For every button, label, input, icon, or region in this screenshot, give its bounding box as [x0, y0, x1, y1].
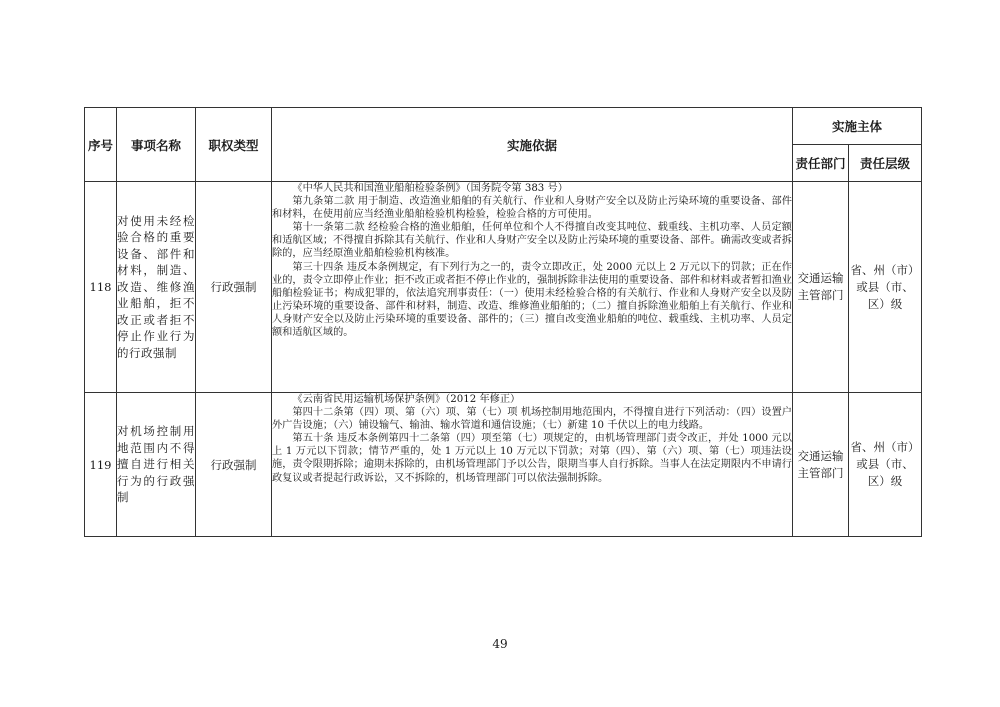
header-power-type: 职权类型 [196, 108, 272, 182]
power-list-table [84, 107, 922, 537]
row-dept: 交通运输主管部门 [793, 393, 849, 537]
row-item-name: 对使用未经检验合格的重要设备、部件和材料，制造、改造、维修渔业船舶，拒不改正或者拒不停止作业行为的行政强制 [117, 182, 196, 393]
header-level: 责任层级 [849, 145, 922, 182]
basis-paragraph: 《中华人民共和国渔业船舶检验条例》（国务院令第 383 号） [292, 183, 568, 194]
basis-paragraph: 第十一条第二款 经检验合格的渔业船舶，任何单位和个人不得擅自改变其吨位、载重线、主机功率、人员定额和适航区域；不得擅自拆除其有关航行、作业和人身财产安全以及防止污染环境的重要设备、部件。确需改变或者拆除的，应当经原渔业船舶检验机构核准。 [272, 222, 792, 260]
header-item-name: 事项名称 [117, 108, 196, 182]
basis-paragraph: 第三十四条 违反本条例规定，有下列行为之一的，责令立即改正，处 2000 元以上 2 万元以下的罚款；正在作业的，责令立即停止作业；拒不改正或者拒不停止作业的，强制拆除非法使用的重要设备、部件和材料或者暂扣渔业船舶检验证书；构成犯罪的，依法追究刑事责任：（一）使用未经检验合格的有关航行、作业和人身财产安全以及防止污染环境的重要设备、部件和材料，制造、改造、维修渔业船舶的；（二）擅自拆除渔业船舶上有关航行、作业和人身财产安全以及防止污染环境的重要设备、部件的；（三）擅自改变渔业船舶的吨位、载重线、主机功率、人员定额和适航区域的。 [272, 261, 792, 339]
row-basis [272, 182, 793, 393]
table-row [85, 393, 922, 537]
row-level: 省、州（市）或县（市、区）级 [849, 393, 922, 537]
row-no: 118 [85, 182, 117, 393]
table-row [85, 182, 922, 393]
row-power-type: 行政强制 [196, 393, 272, 537]
basis-paragraph: 第九条第二款 用于制造、改造渔业船舶的有关航行、作业和人身财产安全以及防止污染环境的重要设备、部件和材料，在使用前应当经渔业船舶检验机构检验，检验合格的方可使用。 [272, 196, 792, 221]
header-basis: 实施依据 [272, 108, 793, 182]
row-basis [272, 393, 793, 537]
row-level: 省、州（市）或县（市、区）级 [849, 182, 922, 393]
header-dept: 责任部门 [793, 145, 849, 182]
row-item-name: 对机场控制用地范围内不得擅自进行相关行为的行政强制 [117, 393, 196, 537]
page-number: 49 [492, 637, 508, 651]
row-power-type: 行政强制 [196, 182, 272, 393]
basis-paragraph: 第五十条 违反本条例第四十二条第（四）项至第（七）项规定的，由机场管理部门责令改正，并处 1000 元以上 1 万元以下罚款；情节严重的，处 1 万元以上 10 万元以下罚款；对第（四）、第（六）项、第（七）项违法设施，责令限期拆除；逾期未拆除的，由机场管理部门予以公告，限期当事人自行拆除。当事人在法定期限内不申请行政复议或者提起行政诉讼，又不拆除的，机场管理部门可以依法强制拆除。 [272, 433, 792, 484]
row-no: 119 [85, 393, 117, 537]
basis-paragraph: 《云南省民用运输机场保护条例》（2012 年修正） [292, 394, 521, 405]
basis-paragraph: 第四十二条第（四）项、第（六）项、第（七）项 机场控制用地范围内，不得擅自进行下列活动：（四）设置户外广告设施；（六）铺设输气、输油、输水管道和通信设施；（七）新建 10 千伏以上的电力线路。 [272, 407, 792, 432]
row-dept: 交通运输主管部门 [793, 182, 849, 393]
header-subject: 实施主体 [793, 108, 922, 145]
header-no: 序号 [85, 108, 117, 182]
